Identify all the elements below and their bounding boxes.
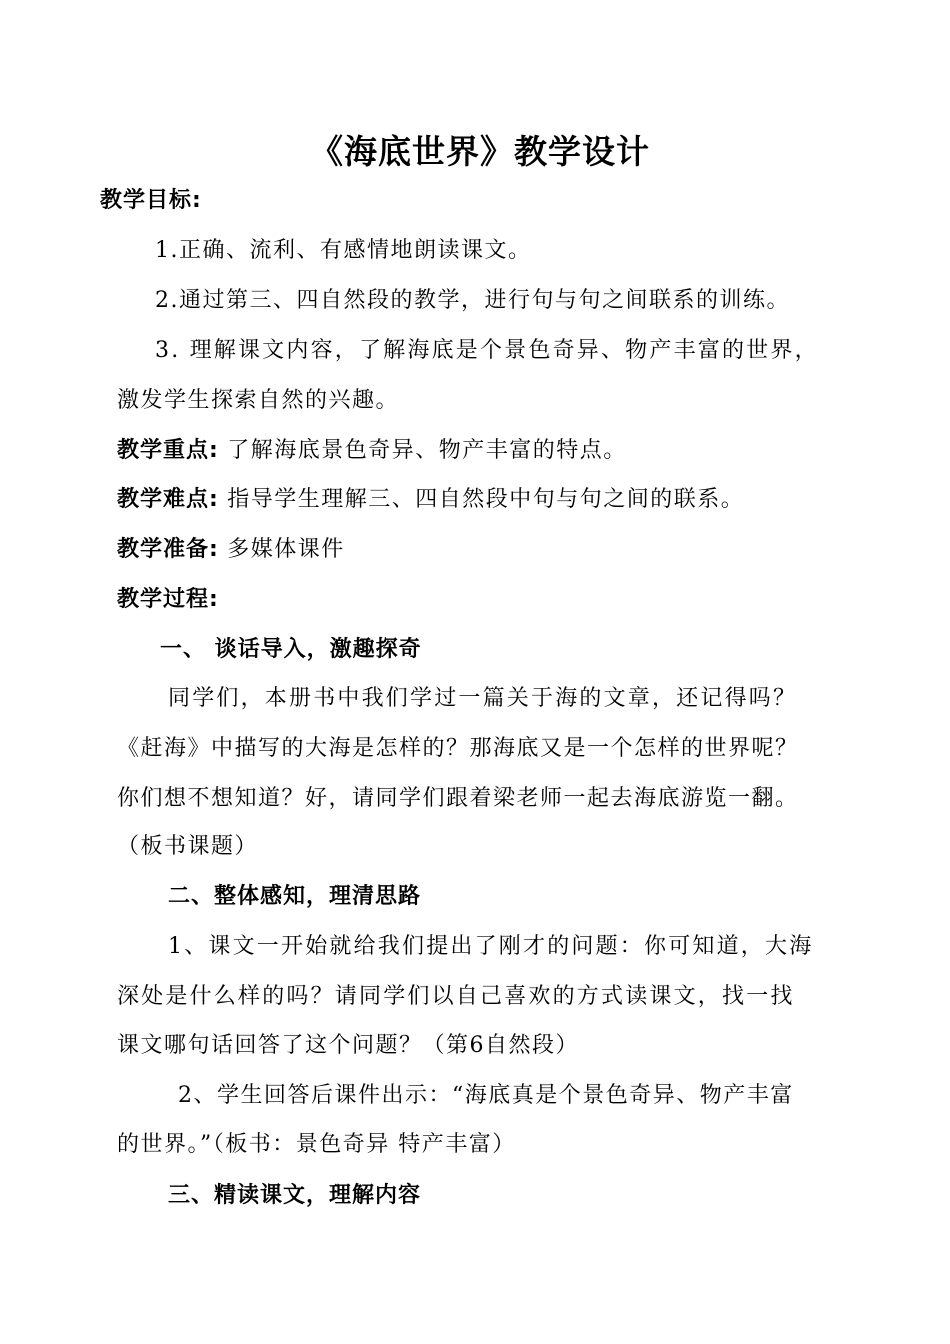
preparation-label: 教学准备:: [117, 537, 219, 562]
section-1-line: 你们想不想知道？好，请同学们跟着梁老师一起去海底游览一翻。: [117, 786, 799, 811]
objective-item: 3. 理解课文内容，了解海底是个景色奇异、物产丰富的世界，: [155, 338, 819, 363]
section-1-line: 同学们，本册书中我们学过一篇关于海的文章，还记得吗？: [168, 686, 798, 711]
difficulty-row: [117, 485, 744, 515]
section-2-line: 1、课文一开始就给我们提出了刚才的问题：你可知道，大海: [168, 934, 814, 959]
objective-item: 1.正确、流利、有感情地朗读课文。: [155, 238, 532, 263]
document-title: 《海底世界》教学设计: [310, 132, 650, 171]
difficulty-text: 指导学生理解三、四自然段中句与句之间的联系。: [218, 487, 745, 512]
section-2-line: 深处是什么样的吗？请同学们以自己喜欢的方式读课文，找一找: [117, 984, 795, 1009]
section-2-line: 2、学生回答后课件出示：“海底真是个景色奇异、物产丰富: [178, 1083, 794, 1108]
section-1-line: （板书课题）: [117, 834, 259, 859]
objective-item-continued: 激发学生探索自然的兴趣。: [117, 388, 400, 413]
process-heading: 教学过程:: [117, 587, 219, 612]
key-point-text: 了解海底景色奇异、物产丰富的特点。: [218, 438, 627, 463]
section-2-line: 的世界。”（板书：景色奇异 特产丰富）: [117, 1132, 516, 1157]
section-1-heading: 一、 谈话导入，激趣探奇: [160, 637, 422, 662]
section-3-heading: 三、精读课文，理解内容: [168, 1183, 422, 1208]
objective-item: 2.通过第三、四自然段的教学，进行句与句之间联系的训练。: [155, 288, 790, 313]
key-point-label: 教学重点:: [117, 438, 219, 463]
section-2-heading: 二、整体感知，理清思路: [168, 884, 422, 909]
section-2-line: 课文哪句话回答了这个问题？（第6自然段）: [117, 1033, 579, 1058]
preparation-text: 多媒体课件: [218, 537, 345, 562]
difficulty-label: 教学难点:: [117, 487, 219, 512]
section-1-line: 《赶海》中描写的大海是怎样的？那海底又是一个怎样的世界呢？: [117, 736, 799, 761]
key-point-row: [117, 436, 627, 466]
preparation-row: [117, 535, 345, 565]
objectives-heading: 教学目标:: [100, 188, 202, 213]
